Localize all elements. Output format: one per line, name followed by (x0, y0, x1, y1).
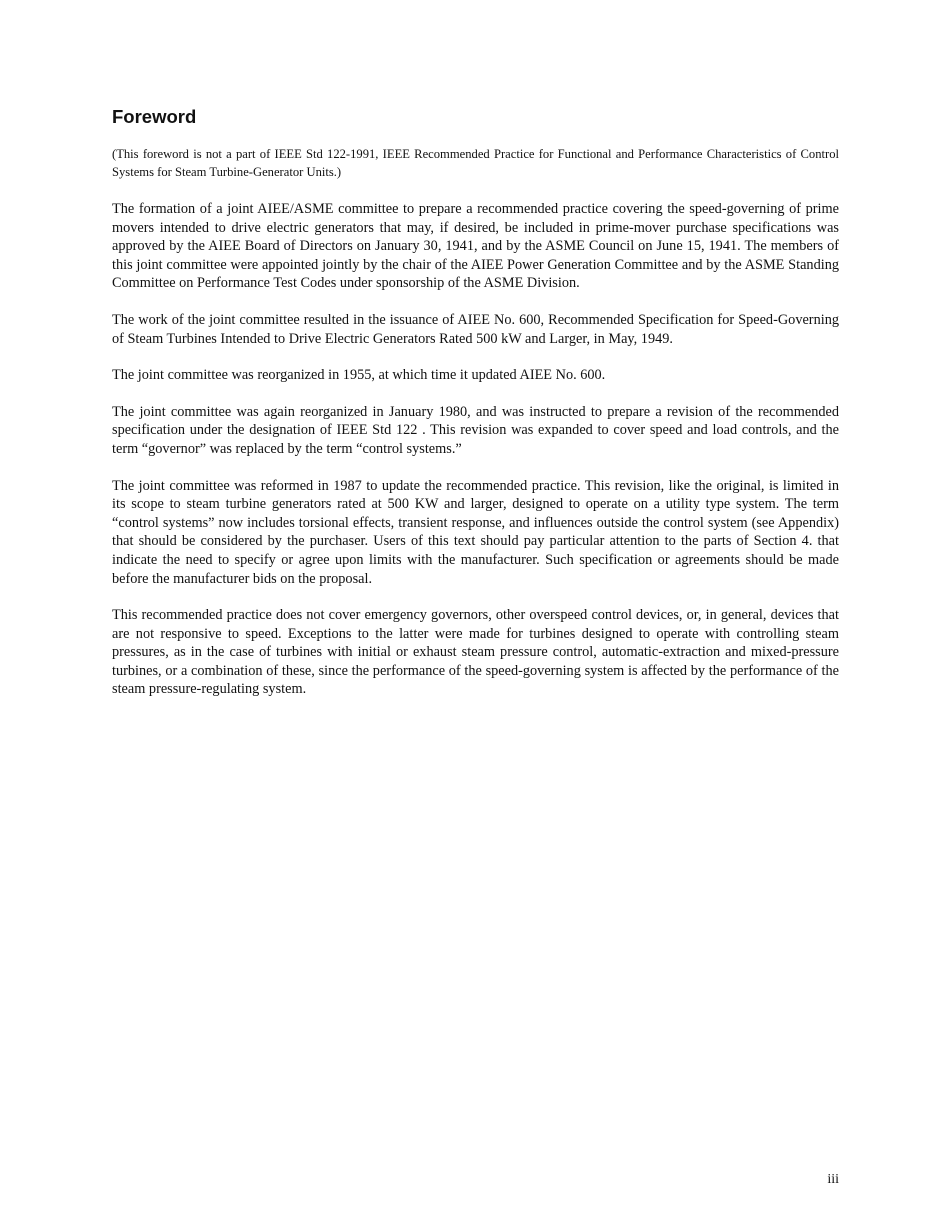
paragraph-3: The joint committee was reorganized in 1955, at which time it updated AIEE No. 600. (112, 367, 606, 384)
foreword-note: (This foreword is not a part of IEEE Std 122-1991, IEEE Recommended Practice for Functional and Performance Characteristics of Control Systems for Steam Turbine-Generator Units.) (112, 147, 839, 179)
foreword-heading: Foreword (112, 106, 197, 127)
page-number: iii (827, 1172, 839, 1187)
paragraph-2: The work of the joint committee resulted in the issuance of AIEE No. 600, Recommended Specification for Speed-Governing of Steam Turbines Intended to Drive Electric Generators Rated 500 kW and Larger, in May, 1949. (112, 311, 839, 347)
paragraph-4: The joint committee was again reorganized in January 1980, and was instructed to prepare a revision of the recommended specification under the designation of IEEE Std 122 . This revision was expanded to cover speed and load controls, and the term “governor” was replaced by the term “control systems.” (112, 403, 839, 457)
paragraph-6: This recommended practice does not cover emergency governors, other overspeed control devices, or, in general, devices that are not responsive to speed. Exceptions to the latter were made for turbines designed to operate with controlling steam pressures, as in the case of turbines with initial or exhaust steam pressure control, automatic-extraction and mixed-pressure turbines, or a combination of these, since the performance of the speed-governing system is affected by the performance of the steam pressure-regulating system. (112, 607, 839, 698)
paragraph-1: The formation of a joint AIEE/ASME committee to prepare a recommended practice covering the speed-governing of prime movers intended to drive electric generators that may, if desired, be included in prime-mover purchase specifications was approved by the AIEE Board of Directors on January 30, 1941, and by the ASME Council on June 15, 1941. The members of this joint committee were appointed jointly by the chair of the AIEE Power Generation Committee and by the ASME Standing Committee on Performance Test Codes under sponsorship of the ASME Division. (112, 201, 839, 292)
paragraph-5: The joint committee was reformed in 1987 to update the recommended practice. This revision, like the original, is limited in its scope to steam turbine generators rated at 500 KW and larger, designed to operate on a utility type system. The term “control systems” now includes torsional effects, transient response, and influences outside the control system (see Appendix) that should be considered by the purchaser. Users of this text should pay particular attention to the parts of Section 4. that indicate the need to specify or agree upon limits with the manufacturer. Such specification or agreements should be made before the manufacturer bids on the proposal. (112, 477, 839, 587)
document-page (112, 106, 839, 717)
